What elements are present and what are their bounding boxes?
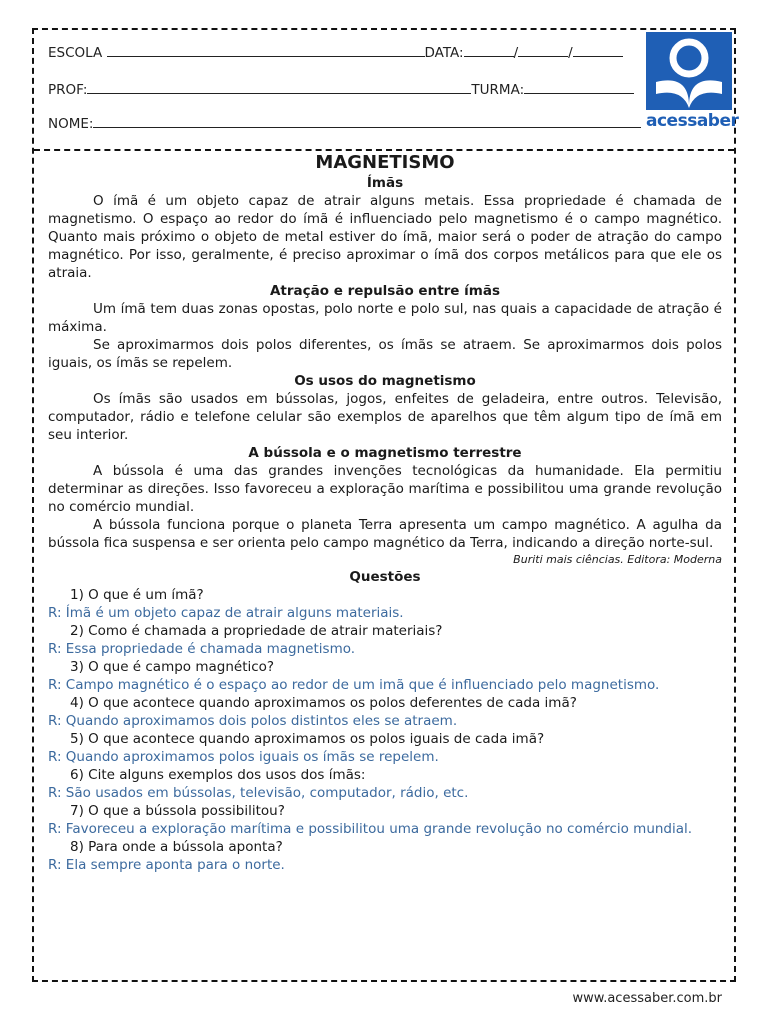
- data-label: DATA:: [424, 45, 464, 61]
- escola-row: [48, 45, 623, 61]
- question: 3) O que é campo magnético?: [70, 659, 275, 675]
- question: 8) Para onde a bússola aponta?: [70, 839, 283, 855]
- worksheet: [32, 28, 739, 982]
- acessaber-logo: [646, 32, 739, 132]
- date-day-blank[interactable]: [464, 45, 514, 57]
- paragraph: A bússola é uma das grandes invenções tecnológicas da humanidade. Ela permitiu determinar as direções. Isso favoreceu a exploração marítima e possibilitou uma grande revolução no comércio mundial.: [48, 463, 722, 515]
- paragraph: Se aproximarmos dois polos diferentes, os ímãs se atraem. Se aproximarmos dois polos iguais, os ímãs se repelem.: [48, 337, 722, 371]
- question: 5) O que acontece quando aproximamos os polos iguais de cada imã?: [70, 731, 545, 747]
- question: 6) Cite alguns exemplos dos usos dos ímãs:: [70, 767, 366, 783]
- document-title: MAGNETISMO: [315, 152, 455, 173]
- logo-emblem: [646, 32, 732, 110]
- questions-heading: Questões: [349, 569, 421, 585]
- question: 4) O que acontece quando aproximamos os polos deferentes de cada imã?: [70, 695, 577, 711]
- prof-label: PROF:: [48, 82, 88, 98]
- turma-label: TURMA:: [471, 82, 525, 98]
- question: 2) Como é chamada a propriedade de atrair materiais?: [70, 623, 443, 639]
- turma-blank[interactable]: [524, 82, 634, 94]
- date-year-blank[interactable]: [573, 45, 623, 57]
- logo-text: acessaber: [646, 111, 739, 131]
- person-book-icon: [646, 32, 732, 110]
- answer: R: Campo magnético é o espaço ao redor de um imã que é influenciado pelo magnetismo.: [48, 677, 660, 693]
- header-divider: [34, 149, 734, 151]
- date-month-blank[interactable]: [518, 45, 568, 57]
- escola-label: ESCOLA: [48, 45, 103, 61]
- answer: R: Quando aproximamos polos iguais os ímãs se repelem.: [48, 749, 439, 765]
- section-heading: Os usos do magnetismo: [294, 373, 476, 389]
- answer: R: Ímã é um objeto capaz de atrair alguns materiais.: [48, 605, 404, 621]
- date-separator: /: [513, 45, 519, 61]
- footer-url[interactable]: www.acessaber.com.br: [572, 991, 722, 1006]
- prof-row: [48, 82, 634, 98]
- answer: R: Quando aproximamos dois polos distintos eles se atraem.: [48, 713, 458, 729]
- paragraph: A bússola funciona porque o planeta Terra apresenta um campo magnético. A agulha da bússola fica suspensa e ser orienta pelo campo magnético da Terra, indicando a direção norte-sul.: [48, 517, 722, 551]
- section-heading: A bússola e o magnetismo terrestre: [248, 445, 522, 461]
- escola-blank[interactable]: [107, 45, 425, 57]
- nome-row: [48, 116, 641, 132]
- section-heading: Atração e repulsão entre ímãs: [269, 283, 501, 299]
- paragraph: Um ímã tem duas zonas opostas, polo norte e polo sul, nas quais a capacidade de atração é máxima.: [48, 301, 722, 335]
- section-heading: Ímãs: [366, 175, 404, 191]
- source-citation: Buriti mais ciências. Editora: Moderna: [513, 553, 722, 566]
- nome-blank[interactable]: [93, 116, 641, 128]
- paragraph: Os ímãs são usados em bússolas, jogos, enfeites de geladeira, entre outros. Televisão, computador, rádio e telefone celular são exemplos de aparelhos que têm algum tipo de ímã em seu interior.: [48, 391, 722, 443]
- question: 7) O que a bússola possibilitou?: [70, 803, 285, 819]
- paragraph: O ímã é um objeto capaz de atrair alguns metais. Essa propriedade é chamada de magnetismo. O espaço ao redor do ímã é influenciado pelo magnetismo é o campo magnético. Quanto mais próximo o objeto de metal estiver do ímã, maior será o poder de atração do campo magnético. Por isso, geralmente, é preciso aproximar o ímã dos corpos metálicos para que ele os atraia.: [48, 193, 722, 281]
- question: 1) O que é um ímã?: [70, 587, 204, 603]
- answer: R: Favoreceu a exploração marítima e possibilitou uma grande revolução no comércio mundial.: [48, 821, 693, 837]
- answer: R: Ela sempre aponta para o norte.: [48, 857, 285, 873]
- answer: R: Essa propriedade é chamada magnetismo.: [48, 641, 356, 657]
- answer: R: São usados em bússolas, televisão, computador, rádio, etc.: [48, 785, 469, 801]
- nome-label: NOME:: [48, 116, 94, 132]
- document-body: [48, 152, 722, 874]
- prof-blank[interactable]: [87, 82, 471, 94]
- date-separator: /: [568, 45, 573, 61]
